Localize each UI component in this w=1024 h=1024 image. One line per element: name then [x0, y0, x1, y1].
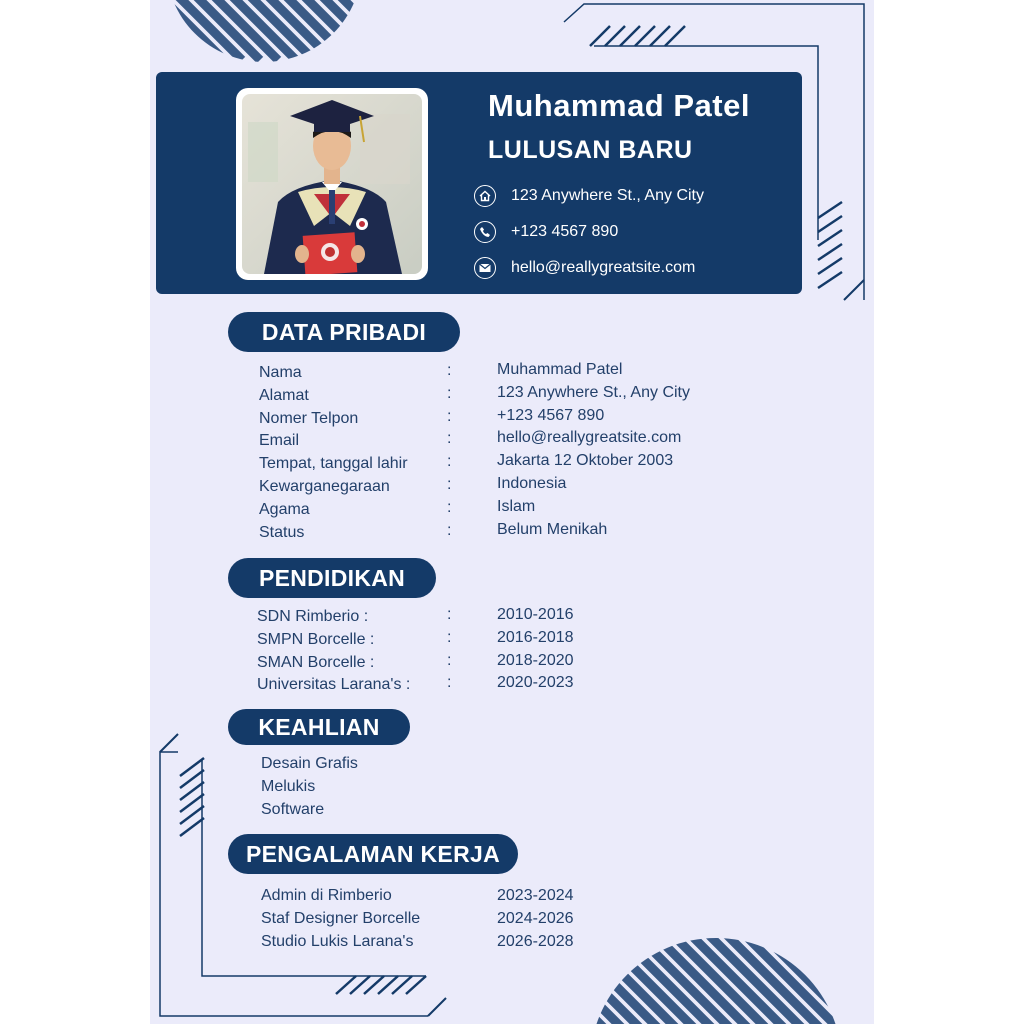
pendidikan-separator: :	[447, 674, 452, 692]
data-pribadi-label: Nomer Telpon	[259, 409, 359, 427]
pendidikan-label: SMAN Borcelle :	[257, 653, 375, 671]
mail-icon	[474, 257, 496, 279]
data-pribadi-value: +123 4567 890	[497, 406, 605, 424]
profile-photo-frame	[236, 88, 428, 280]
graduate-photo-illustration	[242, 94, 422, 274]
pendidikan-label: SDN Rimberio :	[257, 608, 369, 625]
data-pribadi-separator: :	[447, 430, 452, 448]
contact-email	[474, 256, 695, 280]
pendidikan-value: 2018-2020	[497, 651, 574, 669]
data-pribadi-label: Alamat	[259, 386, 309, 404]
full-name: Muhammad Patel	[488, 88, 750, 123]
section-title-pendidikan: PENDIDIKAN	[228, 558, 436, 598]
data-pribadi-separator: :	[447, 453, 452, 471]
data-pribadi-value: hello@reallygreatsite.com	[497, 429, 682, 447]
pengalaman-label: Studio Lukis Larana's	[261, 932, 414, 950]
pendidikan-separator: :	[447, 651, 452, 669]
pendidikan-separator: :	[447, 628, 452, 646]
data-pribadi-label: Tempat, tanggal lahir	[259, 455, 408, 473]
striped-semicircle-bottom	[350, 900, 874, 1024]
keahlian-item: Software	[261, 801, 325, 818]
data-pribadi-separator: :	[447, 498, 452, 516]
pendidikan-label: Universitas Larana's :	[257, 676, 411, 694]
pendidikan-value: 2016-2018	[497, 628, 574, 646]
data-pribadi-label: Kewarganegaraan	[259, 478, 390, 495]
pengalaman-value: 2023-2024	[497, 887, 574, 904]
phone-icon	[474, 221, 496, 243]
profile-header	[156, 72, 802, 294]
striped-semicircle-top	[150, 0, 692, 60]
contact-address-text: 123 Anywhere St., Any City	[511, 187, 704, 204]
pendidikan-value: 2010-2016	[497, 606, 574, 623]
data-pribadi-separator: :	[447, 476, 452, 493]
keahlian-item: Desain Grafis	[261, 755, 358, 772]
pendidikan-value: 2020-2023	[497, 674, 574, 692]
resume-page	[150, 0, 874, 1024]
home-icon	[474, 185, 496, 207]
data-pribadi-label: Agama	[259, 500, 310, 518]
pengalaman-value: 2024-2026	[497, 909, 574, 927]
section-title-data-pribadi: DATA PRIBADI	[228, 312, 460, 352]
data-pribadi-value: Muhammad Patel	[497, 361, 623, 378]
data-pribadi-separator: :	[447, 521, 452, 539]
data-pribadi-separator: :	[447, 384, 452, 402]
profile-photo	[242, 94, 422, 274]
pengalaman-value: 2026-2028	[497, 932, 574, 950]
section-title-keahlian: KEAHLIAN	[228, 709, 410, 745]
data-pribadi-label: Status	[259, 523, 305, 541]
contact-email-text: hello@reallygreatsite.com	[511, 259, 696, 276]
data-pribadi-value: Indonesia	[497, 475, 567, 492]
data-pribadi-separator: :	[447, 362, 452, 379]
pengalaman-label: Staf Designer Borcelle	[261, 909, 421, 927]
section-title-pengalaman: PENGALAMAN KERJA	[228, 834, 518, 874]
data-pribadi-separator: :	[447, 407, 452, 425]
data-pribadi-value: Islam	[497, 497, 536, 515]
data-pribadi-value: Jakarta 12 Oktober 2003	[497, 452, 674, 470]
data-pribadi-value: 123 Anywhere St., Any City	[497, 383, 690, 401]
data-pribadi-label: Nama	[259, 364, 302, 381]
data-pribadi-label: Email	[259, 432, 300, 450]
role-title: LULUSAN BARU	[488, 136, 693, 164]
contact-phone	[474, 220, 618, 244]
data-pribadi-value: Belum Menikah	[497, 520, 608, 538]
pengalaman-label: Admin di Rimberio	[261, 887, 392, 904]
pendidikan-label: SMPN Borcelle :	[257, 630, 375, 648]
keahlian-item: Melukis	[261, 778, 316, 795]
contact-address	[474, 184, 704, 208]
contact-phone-text: +123 4567 890	[511, 223, 619, 240]
pendidikan-separator: :	[447, 606, 452, 623]
